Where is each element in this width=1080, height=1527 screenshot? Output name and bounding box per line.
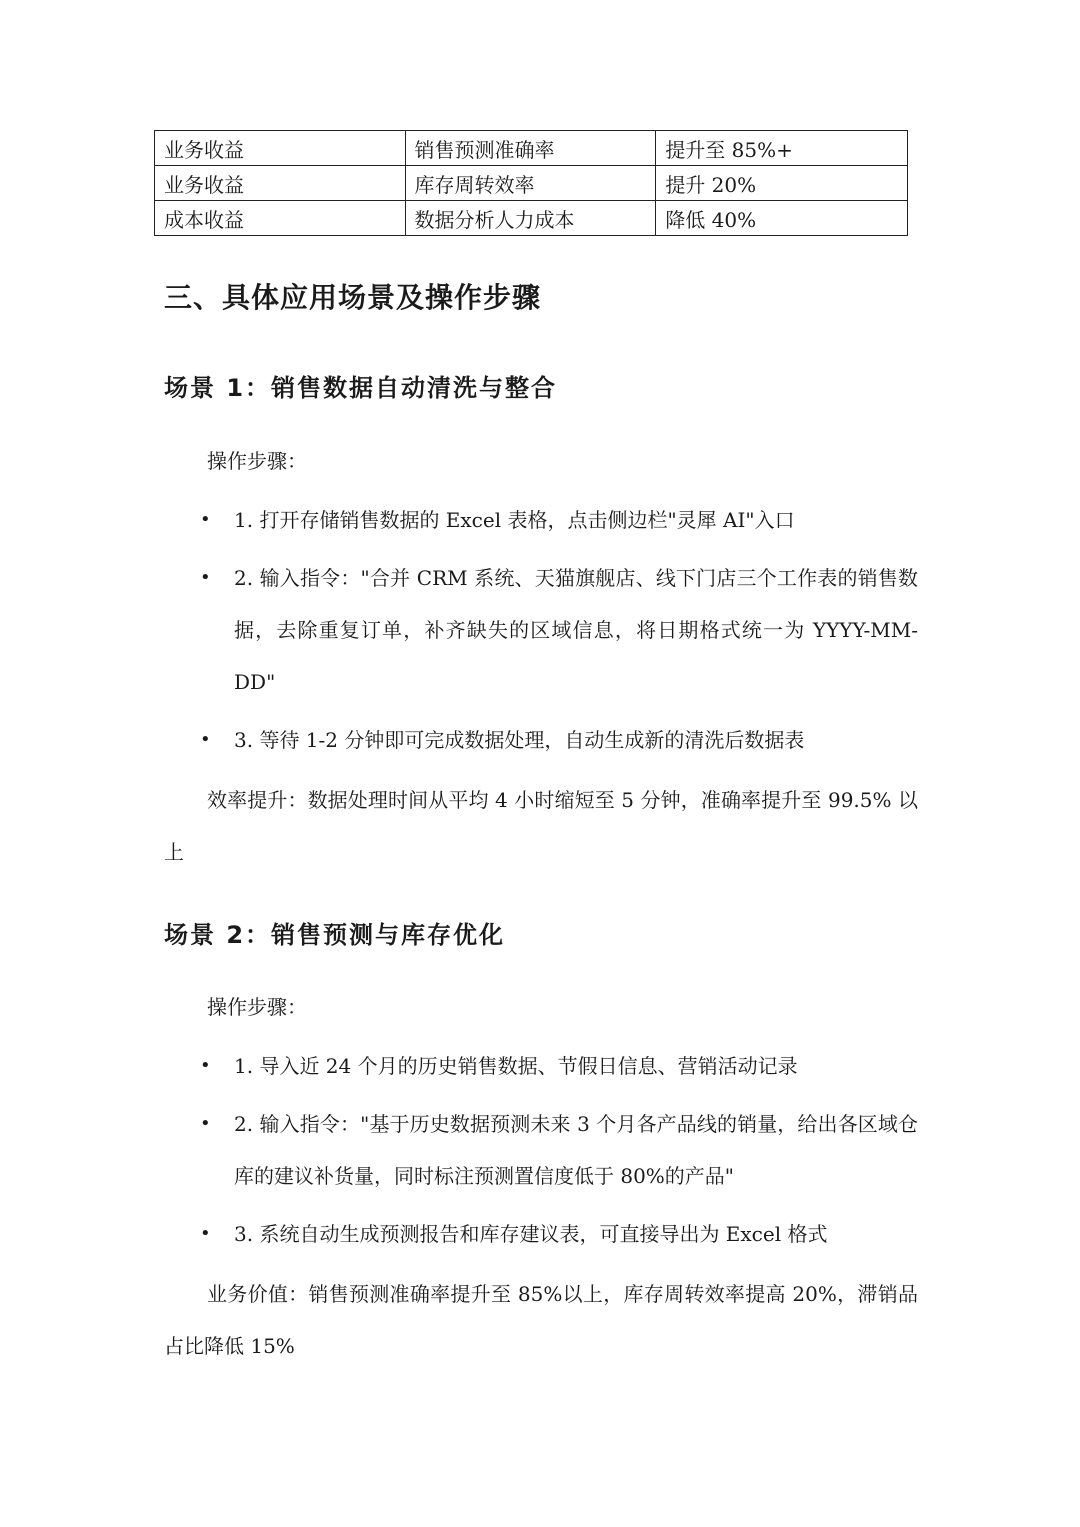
list-item bbox=[0, 1040, 918, 1092]
table-cell: 数据分析人力成本 bbox=[405, 201, 656, 236]
scene-1-steps-label: 操作步骤： bbox=[207, 449, 307, 473]
scene-2-steps-list bbox=[0, 1040, 1080, 1266]
table-cell: 提升 20% bbox=[656, 166, 908, 201]
table-cell: 业务收益 bbox=[155, 166, 406, 201]
list-item bbox=[0, 1098, 918, 1202]
step-text: 2. 输入指令："合并 CRM 系统、天猫旗舰店、线下门店三个工作表的销售数据，去除重复订单，补齐缺失的区域信息，将日期格式统一为 YYYY-MM-DD" bbox=[234, 566, 918, 694]
bullet-icon: • bbox=[200, 729, 211, 750]
scene-1-summary: 效率提升：数据处理时间从平均 4 小时缩短至 5 分钟，准确率提升至 99.5% 以上 bbox=[164, 788, 918, 864]
list-item bbox=[0, 494, 918, 546]
section-heading: 三、具体应用场景及操作步骤 bbox=[164, 281, 542, 314]
table-row bbox=[155, 131, 908, 166]
list-item bbox=[0, 552, 918, 708]
bullet-icon: • bbox=[200, 1223, 211, 1244]
scene-2-summary: 业务价值：销售预测准确率提升至 85%以上，库存周转效率提高 20%，滞销品占比降低 15% bbox=[164, 1282, 918, 1358]
bullet-icon: • bbox=[200, 1113, 211, 1134]
step-text: 1. 打开存储销售数据的 Excel 表格，点击侧边栏"灵犀 AI"入口 bbox=[234, 508, 795, 532]
bullet-icon: • bbox=[200, 567, 211, 588]
scene-1-heading: 场景 1：销售数据自动清洗与整合 bbox=[164, 374, 558, 402]
step-text: 3. 等待 1-2 分钟即可完成数据处理，自动生成新的清洗后数据表 bbox=[234, 728, 805, 752]
bullet-icon: • bbox=[200, 1055, 211, 1076]
table-cell: 降低 40% bbox=[656, 201, 908, 236]
table-row bbox=[155, 201, 908, 236]
table-cell: 提升至 85%+ bbox=[656, 131, 908, 166]
table-row bbox=[155, 166, 908, 201]
scene-2-steps-label: 操作步骤： bbox=[207, 995, 307, 1019]
benefits-table bbox=[154, 130, 908, 236]
step-text: 1. 导入近 24 个月的历史销售数据、节假日信息、营销活动记录 bbox=[234, 1054, 798, 1078]
scene-2-heading: 场景 2：销售预测与库存优化 bbox=[164, 921, 506, 949]
list-item bbox=[0, 714, 918, 766]
step-text: 2. 输入指令："基于历史数据预测未来 3 个月各产品线的销量，给出各区域仓库的建议补货量，同时标注预测置信度低于 80%的产品" bbox=[234, 1112, 918, 1188]
table-cell: 业务收益 bbox=[155, 131, 406, 166]
bullet-icon: • bbox=[200, 509, 211, 530]
table-cell: 库存周转效率 bbox=[405, 166, 656, 201]
scene-1-steps-list bbox=[0, 494, 1080, 772]
step-text: 3. 系统自动生成预测报告和库存建议表，可直接导出为 Excel 格式 bbox=[234, 1222, 828, 1246]
table-cell: 成本收益 bbox=[155, 201, 406, 236]
list-item bbox=[0, 1208, 918, 1260]
table-cell: 销售预测准确率 bbox=[405, 131, 656, 166]
